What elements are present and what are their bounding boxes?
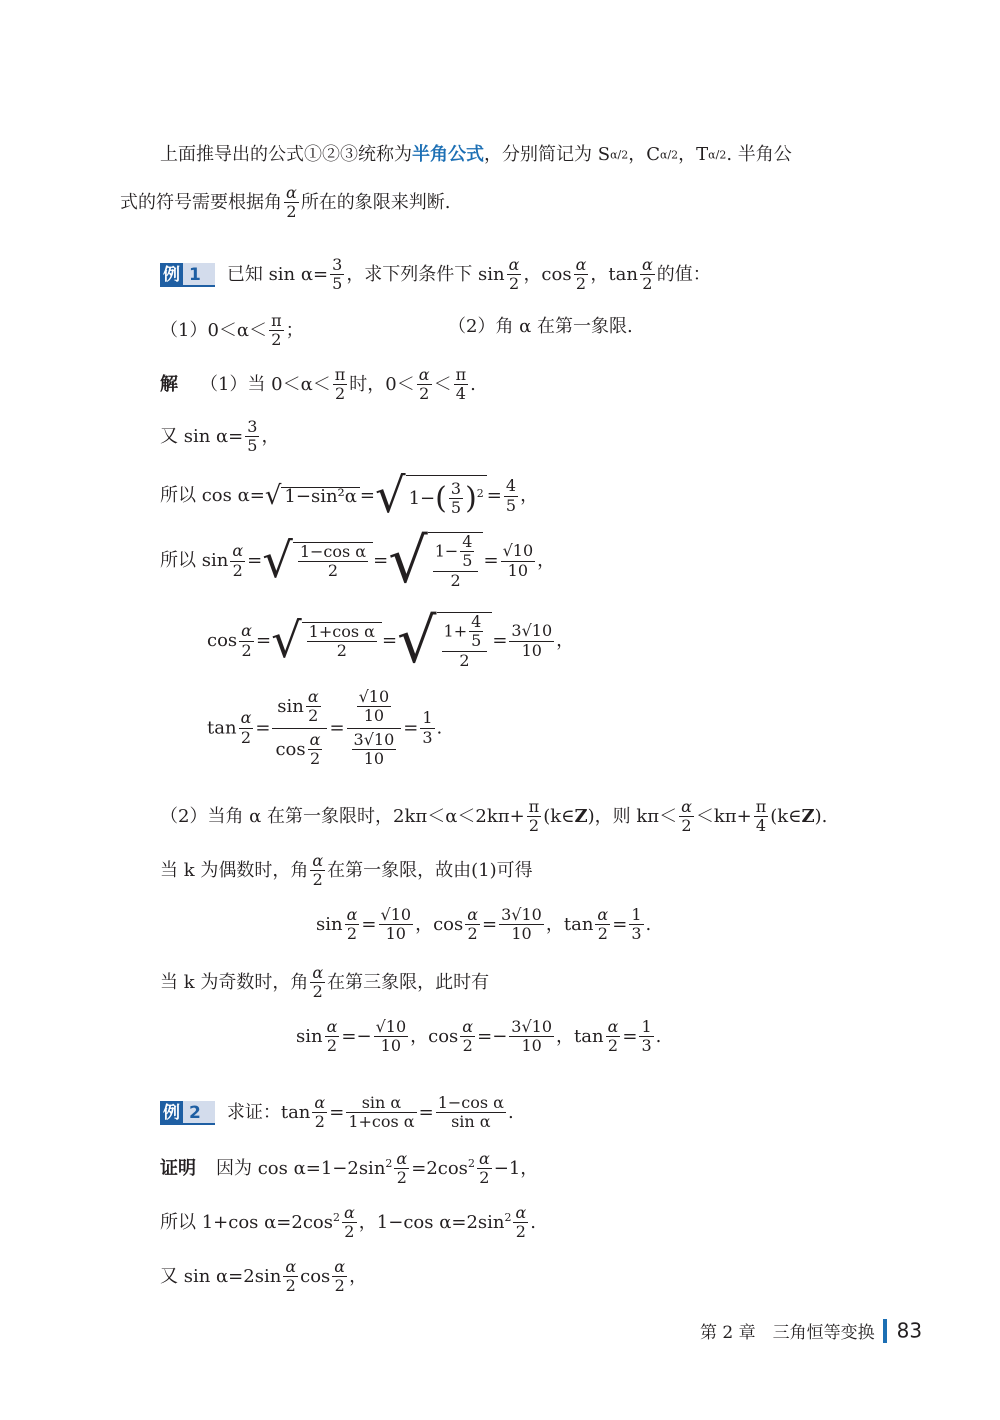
sin-half-line: 所以 sin $\frac{\alpha}{2}$ =√ $\frac{\text{1−cos α}}{2}$ =√ 1− $\frac{4}{5}$ 2 = $\frac{√10}{10}$ ， [160, 524, 556, 597]
page-footer [700, 1318, 922, 1343]
intro-text: 上面推导出的公式①②③统称为 [160, 144, 412, 165]
example-1-condition-2: （2）角 α 在第一象限. [448, 316, 633, 337]
intro-text: ，C [628, 144, 660, 165]
solution-label: 解 [160, 373, 178, 395]
even-k-results: sin $\frac{\alpha}{2}$ = $\frac{√10}{10}$ ，cos $\frac{\alpha}{2}$ = $\frac{3√10}{10}$ ，tan $\frac{\alpha}{2}$ = $\frac{1}{3}$ . [316, 905, 652, 944]
proof-line-3: 又 sin α=2sin $\frac{\alpha}{2}$ cos $\frac{\alpha}{2}$ ， [160, 1257, 368, 1296]
intro-text: ，T [678, 144, 709, 165]
subscript: α/2 [610, 148, 629, 162]
subscript: α/2 [708, 148, 727, 162]
example-1-statement: 例 1 已知 sin α= $\frac{3}{5}$ ，求下列条件下 sin $\frac{\alpha}{2}$ ，cos $\frac{\alpha}{2}$ ，tan $\frac{\alpha}{2}$ 的值： [160, 256, 711, 294]
even-k-line: 当 k 为偶数时，角 $\frac{\alpha}{2}$ 在第一象限，故由(1)可得 [160, 851, 533, 890]
fraction: $\frac{\alpha}{2}$ [286, 183, 297, 222]
intro-line-1 [160, 146, 792, 164]
odd-k-line: 当 k 为奇数时，角 $\frac{\alpha}{2}$ 在第三象限，此时有 [160, 963, 490, 1002]
odd-k-results: sin $\frac{\alpha}{2}$ =− $\frac{√10}{10}$ ，cos $\frac{\alpha}{2}$ =− $\frac{3√10}{10}$ ，tan $\frac{\alpha}{2}$ = $\frac{1}{3}$ . [296, 1017, 662, 1056]
intro-text: 式的符号需要根据角 [120, 191, 282, 213]
half-angle-keyword: 半角公式 [412, 144, 484, 165]
example-badge: 例 1 [160, 263, 215, 287]
part-2-line: （2）当角 α 在第一象限时，2kπ＜α＜2kπ+ $\frac{\pi}{2}$ (k∈Z)，则 kπ＜ $\frac{\alpha}{2}$ ＜kπ+ $\frac{\pi}{4}$ (k∈Z). [160, 797, 828, 836]
subscript: α/2 [660, 148, 679, 162]
solution-line-1: 解 （1）当 0＜α＜ $\frac{\pi}{2}$ 时，0＜ $\frac{\alpha}{2}$ ＜ $\frac{\pi}{4}$ . [160, 365, 476, 404]
cos-alpha-line: 所以 cos α=√ 1−sin²α =√ 1−( $\frac{3}{5}$ )$^2$ = $\frac{4}{5}$ ， [160, 468, 539, 524]
proof-line-2: 所以 1+cos $\alpha=2\cos^2$ $\frac{\alpha}{2}$ ，1−cos $\alpha=2\sin^2$ $\frac{\alpha}{2}$ . [160, 1203, 537, 1242]
cos-half-line: cos $\frac{\alpha}{2}$ =√ $\frac{\text{1+cos α}}{2}$ =√ 1+ $\frac{4}{5}$ 2 = $\frac{3√10}{10}$ ， [207, 604, 575, 677]
proof-label: 证明 [160, 1157, 196, 1179]
intro-line-2 [120, 184, 451, 222]
example-badge: 例 2 [160, 1101, 215, 1125]
proof-line-1: 证明 因为 $\cos \alpha=1-2\sin^2$ $\frac{\alpha}{2}$ $=2\cos^2$ $\frac{\alpha}{2}$ −1， [160, 1149, 539, 1188]
example-1-condition-1: （1）0＜α＜ $\frac{\pi}{2}$ ； [160, 311, 304, 350]
sin-alpha-given: 又 sin α= $\frac{3}{5}$ ， [160, 417, 280, 456]
chapter-title: 第 2 章 三角恒等变换 [700, 1323, 875, 1343]
intro-text: 所在的象限来判断. [300, 191, 451, 213]
page-number: 83 [896, 1318, 923, 1343]
footer-divider [883, 1319, 887, 1343]
tan-half-line: tan $\frac{\alpha}{2}$ = sin $\frac{\alpha}{2}$ cos $\frac{\alpha}{2}$ = $\frac{\frac{√10}{10}}{\frac{3√10}{10}}$ = $\frac{1}{3}$ . [207, 687, 443, 769]
example-2-statement: 例 2 求证：tan $\frac{\alpha}{2}$ = $\frac{\text{sin α}}{\text{1+cos α}}$ = $\frac{\text{1−cos α}}{\text{sin α}}$ . [160, 1094, 514, 1132]
intro-text: . 半角公 [726, 144, 792, 165]
intro-text: ，分别简记为 S [484, 144, 611, 165]
